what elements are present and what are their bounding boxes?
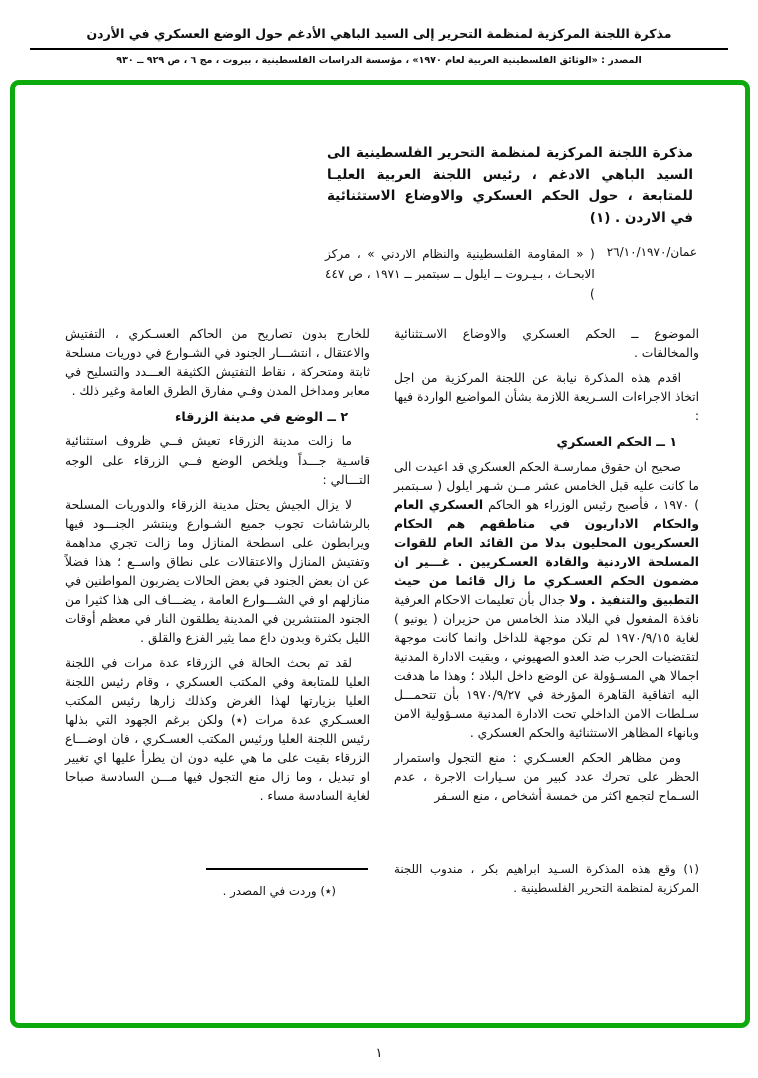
footnote-signature: (١) وقع هذه المذكرة السـيد ابراهيم بكر ، مندوب اللجنة المركزية لمنظمة التحرير الفلسطينية . xyxy=(394,862,699,896)
dateline-row xyxy=(325,245,697,304)
document-scan-frame xyxy=(10,80,750,1028)
two-column-text xyxy=(65,325,699,813)
page-header xyxy=(0,0,758,66)
paragraph: للخارج بدون تصاريح من الحاكم العسـكري ، التفتيش والاعتقال ، انتشـــار الجنود في الشـوارع في دوريات مسلحة ثابتة ومتحركة ، نقاط التفتيش الكثيفة العـــدد والتسليح في معابر ومداخل المدن وفـي مفارق الطرق العامة وغير ذلك . xyxy=(65,326,370,398)
page-header-source: المصدر : «الوثائق الفلسطينية العربية لعام ١٩٧٠» ، مؤسسة الدراسات الفلسطينية ، بيروت ، مج ٦ ، ص ٩٢٩ ــ ٩٣٠ xyxy=(116,55,642,66)
footnote-separator-rule xyxy=(206,868,368,870)
paragraph: لا يزال الجيش يحتل مدينة الزرقاء والدوريات المسلحة بالرشاشات تجوب جميع الشـوارع وينتشر الجنـــود فيها ويرابطون على اسطحة المنازل وما زالت تجري مداهمة وتفتيش المنازل والاعتقالات على نطاق واســع ؛ هذا فضلاً عن ان بعض الجنود في بعض الحالات يضربون المواطنين في منازلهم او في الشـــوارع العامة ، يضـــاف الى هذا كثيرا من الجنود المنتشرين في المدينة يطلقون النار في معظم أوقات الليل بكثرة وبدون داع مما يثير الفزع والقلق . xyxy=(65,497,370,645)
paragraph-segment-bold: العسكري العام والحكام الاداريون في مناطقهم هم الحكام العسكريون المحليون بدلا من القائد العام للقوات المسلحة الاردنية والقادة العسـكريين . غـــير ان مضمون الحكم العسـكري ما زال قائما من حيث التطبيق والتنفيذ . ولا xyxy=(394,497,699,607)
header-divider-rule xyxy=(30,48,728,50)
dateline: عمان/٢٦/١٠/١٩٧٠ xyxy=(606,245,697,260)
paragraph-subject: الموضوع ــ الحكم العسكري والاوضاع الاسـتثنائية والمخالفات . xyxy=(394,326,699,360)
source-reference: ( « المقاومة الفلسطينية والنظام الاردني » ، مركز الابحـاث ، بـيـروت ــ ايلول ــ سبتمبر ــ ١٩٧١ ، ص ٤٤٧ ) xyxy=(325,247,595,301)
column-right xyxy=(394,325,699,813)
page-header-title: مذكرة اللجنة المركزية لمنظمة التحرير إلى السيد الباهي الأدغم حول الوضع العسكري في الأردن xyxy=(86,26,672,41)
paragraph: ومن مظاهر الحكم العسـكري : منع التجول واستمرار الحظر على تحرك عدد كبير من سـيارات الاجرة ، عدم السـماح لتجمع اكثر من خمسة أشخاص ، منع السـفر xyxy=(394,751,699,804)
paragraph xyxy=(394,458,699,744)
section-heading-military-rule: ١ ــ الحكم العسكري xyxy=(556,434,677,449)
column-left xyxy=(65,325,370,813)
paragraph: اقدم هذه المذكرة نيابة عن اللجنة المركزية من اجل اتخاذ الاجراءات السـريعة اللازمة بشأن المواضيع الواردة فيها : xyxy=(394,370,699,423)
footnotes xyxy=(65,860,699,901)
document-title: مذكرة اللجنة المركزية لمنظمة التحرير الفلسطينية الى السيد الباهي الادغم ، رئيس اللجنة العربية العليـا للمتابعة ، حول الحكم العسكري والاوضاع الاستثنائية في الاردن . (١) xyxy=(327,145,693,226)
paragraph: لقد تم بحث الحالة في الزرقاء عدة مرات في اللجنة العليا للمتابعة وفي المكتب العسكري ، وقام رئيس اللجنة العليا بزيارتها لهذا الغرض وكذلك زارها رئيس المكتب العسـكري عدة مرات (٭) ولكن برغم الجهود التي بذلها رئيس اللجنة العليا ورئيس المكتب العسـكري ، فان اوضـــاع الزرقاء بقيت على ما هي عليه دون ان يطرأ عليها اي تغيير او تبديل ، وما زال منع التجول فيها مـــن السادسة صباحا لغاية السادسة مساء . xyxy=(65,655,370,804)
section-heading-zarqa: ٢ ــ الوضع في مدينة الزرقاء xyxy=(174,408,348,424)
paragraph: ما زالت مدينة الزرقاء تعيش فــي ظروف استثنائية قاسـية جـــداً ويلخص الوضع فــي الزرقاء على الوجه التـــالي : xyxy=(65,434,370,487)
paragraph-segment: جدال بأن تعليمات الاحكام العرفية نافذة المفعول في البلاد منذ الخامس من حزيران ( يونيو ) لغاية ١٩٧٠/٩/١٥ لم تكن موجهة للداخل وانما كانت موجهة لتقتضيات الحرب ضد العدو الصهيوني ، وبقيت الادارة المدنية اجمالا هي المسـؤولة عن الوضع داخل البلاد ؛ وهذا ما هدفت اليه اتفاقية القاهرة المؤرخة في ١٩٧٠/٩/٢٧ بأن تتحمـــل سـلطات الامن الداخلي تحت الادارة المدنية مسـؤولية الامن وبانهاء المظاهر الاستثنائية والحكم العسكري . xyxy=(394,592,699,741)
footnote-source-note xyxy=(65,860,370,901)
page-number: ١ xyxy=(375,1046,383,1061)
paragraph-segment: صحيح ان حقوق ممارسـة الحكم العسكري قد اعيدت الى ما كانت عليه قبل الخامس عشر مــن شـهر ايلول ( سـبتمبر ) ١٩٧٠ ، فأصبح رئيس الوزراء هو الحاكم xyxy=(394,459,700,512)
document-body xyxy=(15,85,745,901)
footnote-star-text: (٭) وردت في المصدر . xyxy=(222,884,336,899)
